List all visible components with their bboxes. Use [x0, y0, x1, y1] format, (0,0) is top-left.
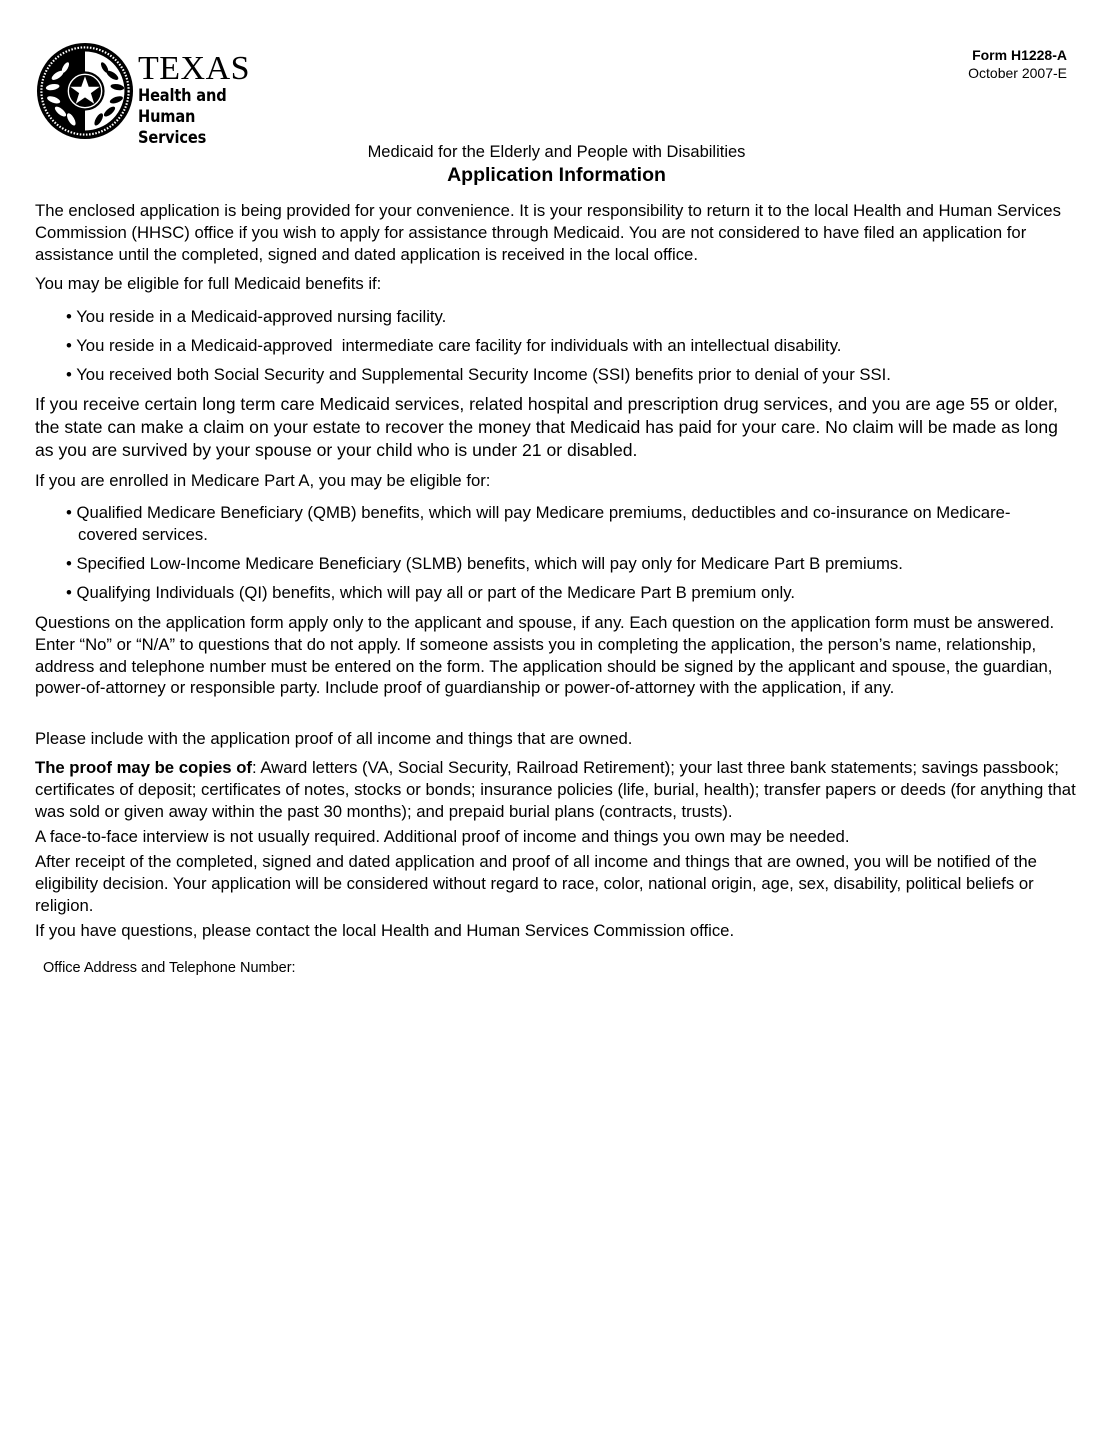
include-proof-paragraph: Please include with the application proof of all income and things that are owned. [35, 729, 633, 748]
medicare-lead: If you are enrolled in Medicare Part A, you may be eligible for: [35, 471, 491, 490]
logo-wordmark [138, 52, 296, 149]
form-date: October 2007-E [968, 65, 1067, 81]
texas-seal-icon [36, 42, 134, 140]
after-receipt-paragraph: After receipt of the completed, signed and dated application and proof of all income and things that are owned, you will be notified of the eligibility decision. Your application will be considered without regard to race, color, national origin, age, sex, disability, political beliefs or religion. [35, 852, 1037, 915]
proof-label: The proof may be copies of [35, 758, 252, 777]
eligibility-lead: You may be eligible for full Medicaid benefits if: [35, 274, 382, 293]
document-title: Application Information [447, 164, 666, 186]
proof-paragraph [35, 757, 1080, 822]
medicare-bullet: • Qualified Medicare Beneficiary (QMB) benefits, which will pay Medicare premiums, deductibles and co-insurance on Medicare-covered services. [66, 503, 1011, 544]
hhs-logo [36, 42, 296, 148]
logo-line-services: Services [138, 128, 207, 148]
office-address-label: Office Address and Telephone Number: [43, 960, 296, 976]
medicare-bullet: • Qualifying Individuals (QI) benefits, which will pay all or part of the Medicare Part B premium only. [66, 583, 795, 602]
contact-paragraph: If you have questions, please contact the local Health and Human Services Commission office. [35, 921, 735, 940]
office-address-field[interactable] [43, 985, 1073, 1385]
logo-texas: TEXAS [138, 50, 251, 87]
form-identifier [968, 46, 1067, 82]
document-subtitle: Medicaid for the Elderly and People with Disabilities [367, 143, 746, 161]
questions-paragraph: Questions on the application form apply only to the applicant and spouse, if any. Each question on the application form must be answered. Enter “No” or “N/A” to questions that do not apply. If someone assists you in completing the application, the person’s name, relationship, address and telephone number must be entered on the form. The application should be signed by the applicant and spouse, the guardian, power-of-attorney or responsible party. Include proof of guardianship or power-of-attorney with the application, if any. [35, 613, 1055, 698]
eligibility-bullet: • You reside in a Medicaid-approved nursing facility. [66, 307, 447, 326]
eligibility-bullet: • You reside in a Medicaid-approved intermediate care facility for individuals with an intellectual disability. [66, 336, 842, 355]
form-number: Form H1228-A [972, 47, 1067, 63]
intro-paragraph: The enclosed application is being provided for your convenience. It is your responsibility to return it to the local Health and Human Services Commission (HHSC) office if you wish to apply for assistance through Medicaid. You are not considered to have filed an application for assistance until the completed, signed and dated application is received in the local office. [35, 201, 1061, 264]
estate-claim-paragraph: If you receive certain long term care Medicaid services, related hospital and prescription drug services, and you are age 55 or older, the state can make a claim on your estate to recover the money that Medicaid has paid for your care. No claim will be made as long as you are survived by your spouse or your child who is under 21 or disabled. [35, 394, 1058, 460]
eligibility-bullet: • You received both Social Security and Supplemental Security Income (SSI) benefits prior to denial of your SSI. [66, 365, 891, 384]
interview-paragraph: A face-to-face interview is not usually required. Additional proof of income and things you own may be needed. [35, 827, 850, 846]
medicare-bullet: • Specified Low-Income Medicare Beneficiary (SLMB) benefits, which will pay only for Medicare Part B premiums. [66, 554, 903, 573]
logo-line-health: Health and Human [138, 86, 227, 127]
proof-text: : Award letters (VA, Social Security, Railroad Retirement); your last three bank statements; savings passbook; certificates of deposit; certificates of notes, stocks or bonds; insurance policies (life, burial, health); transfer papers or deeds (for anything that was sold or given away within the past 30 months); and prepaid burial plans (contracts, trusts). [35, 758, 1076, 821]
